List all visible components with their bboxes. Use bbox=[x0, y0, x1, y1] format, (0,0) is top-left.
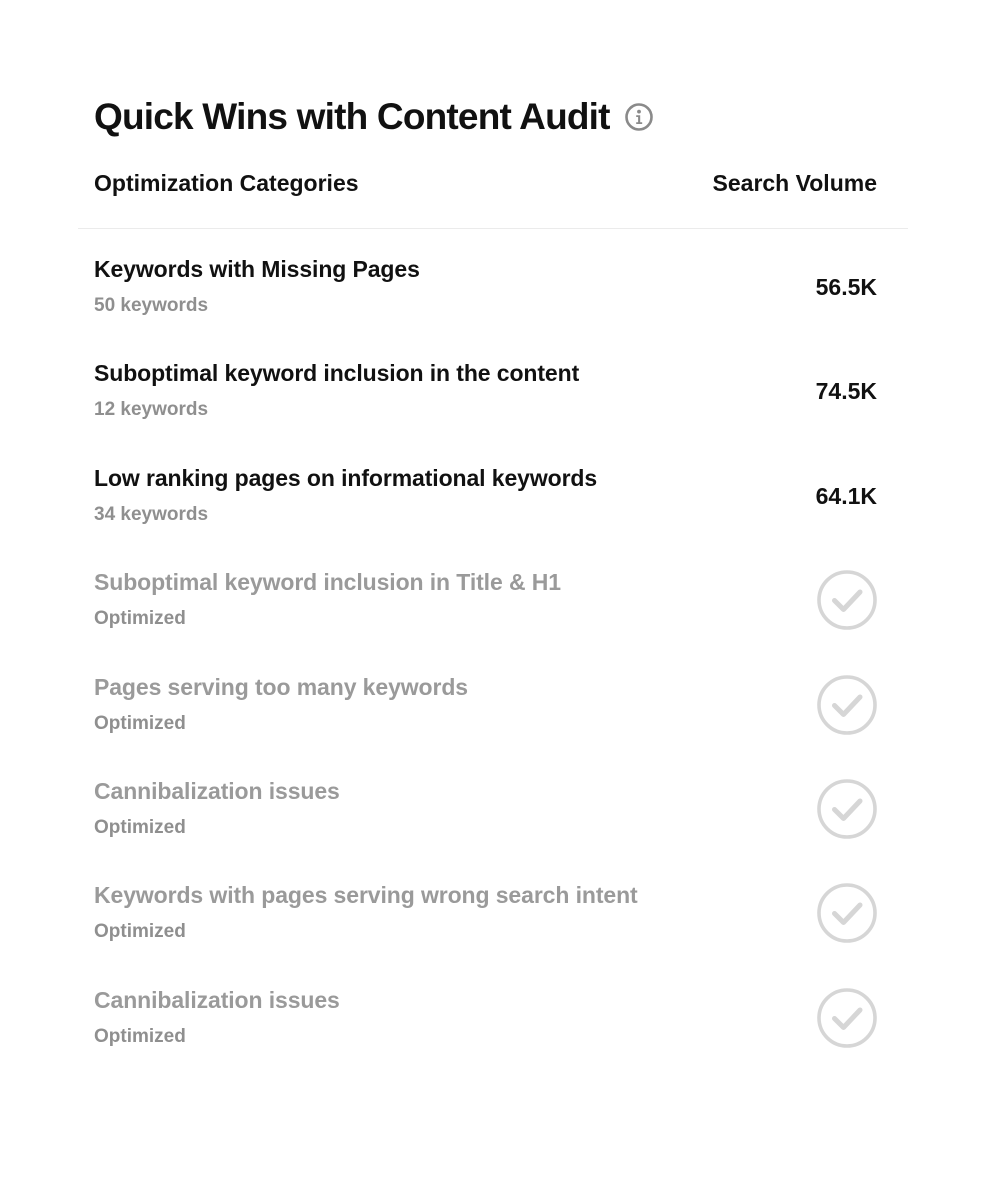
row-keyword-count: 34 keywords bbox=[94, 503, 209, 525]
page-title: Quick Wins with Content Audit bbox=[94, 96, 610, 137]
table-row[interactable] bbox=[94, 880, 877, 984]
row-search-volume: 64.1K bbox=[815, 482, 877, 509]
row-search-volume: 56.5K bbox=[815, 274, 877, 300]
header-divider bbox=[78, 228, 908, 229]
table-row[interactable] bbox=[94, 463, 877, 567]
check-circle-icon bbox=[817, 570, 877, 630]
table-row[interactable] bbox=[94, 776, 877, 880]
table-row[interactable] bbox=[94, 358, 877, 462]
row-status: Optimized bbox=[94, 816, 186, 838]
table-row[interactable] bbox=[94, 672, 877, 776]
content-audit-card bbox=[78, 0, 908, 1200]
category-list bbox=[94, 254, 877, 1089]
table-row[interactable] bbox=[94, 985, 877, 1089]
table-row[interactable] bbox=[94, 567, 877, 671]
row-title: Suboptimal keyword inclusion in the content bbox=[94, 360, 580, 387]
table-row[interactable] bbox=[94, 254, 877, 358]
row-status: Optimized bbox=[94, 1025, 186, 1047]
row-title: Keywords with Missing Pages bbox=[94, 256, 420, 282]
check-circle-icon bbox=[817, 883, 877, 943]
check-circle-icon bbox=[817, 988, 877, 1048]
row-search-volume: 74.5K bbox=[815, 378, 877, 405]
column-header-search-volume: Search Volume bbox=[712, 170, 877, 196]
column-header-categories: Optimization Categories bbox=[94, 170, 359, 196]
row-title: Cannibalization issues bbox=[94, 986, 340, 1013]
check-circle-icon bbox=[817, 779, 877, 839]
row-title: Keywords with pages serving wrong search intent bbox=[94, 882, 638, 909]
row-status: Optimized bbox=[94, 921, 186, 943]
row-title: Pages serving too many keywords bbox=[94, 673, 468, 700]
check-circle-icon bbox=[817, 675, 877, 735]
row-status: Optimized bbox=[94, 712, 186, 734]
row-status: Optimized bbox=[94, 608, 186, 630]
header bbox=[94, 94, 654, 140]
row-title: Suboptimal keyword inclusion in Title & H1 bbox=[94, 569, 561, 596]
row-title: Cannibalization issues bbox=[94, 777, 340, 804]
row-keyword-count: 50 keywords bbox=[94, 295, 209, 316]
row-title: Low ranking pages on informational keywords bbox=[94, 464, 598, 491]
row-keyword-count: 12 keywords bbox=[94, 399, 209, 421]
info-icon[interactable] bbox=[624, 102, 654, 132]
